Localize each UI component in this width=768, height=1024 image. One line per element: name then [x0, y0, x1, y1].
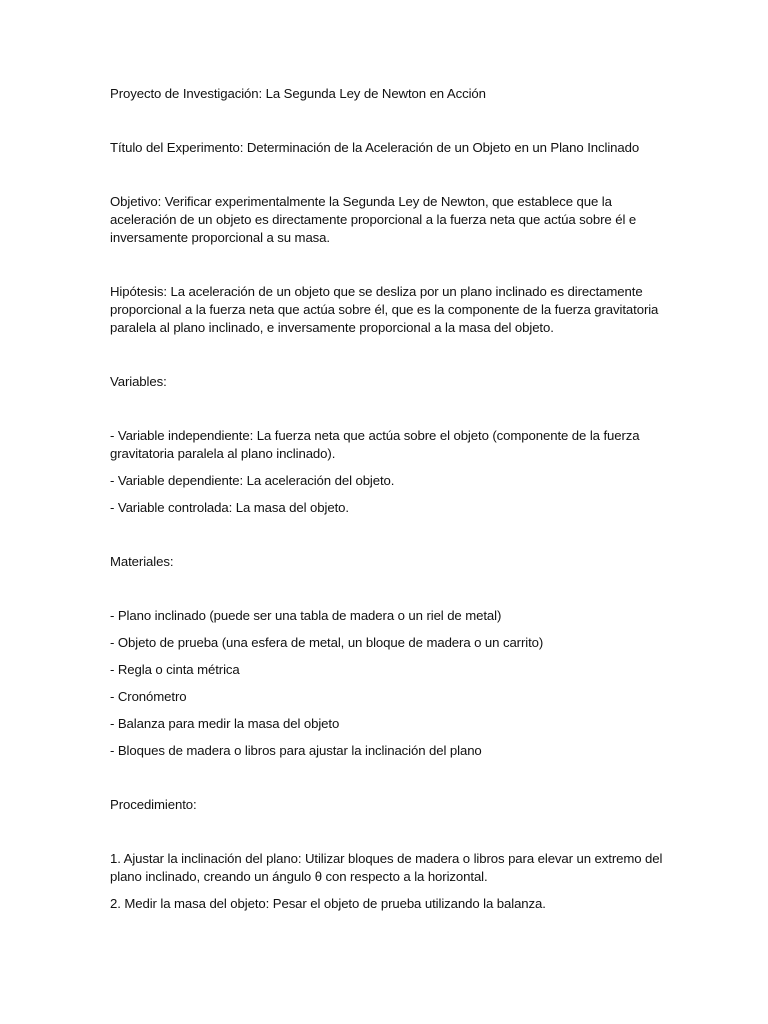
material-item: - Bloques de madera o libros para ajustar la inclinación del plano: [110, 743, 482, 758]
hypothesis-paragraph: Hipótesis: La aceleración de un objeto que se desliza por un plano inclinado es directamente proporcional a la fuerza neta que actúa sobre él, que es la componente de la fuerza gravitatoria paralela al plano inclinado, e inversamente proporcional a la masa del objeto.: [110, 284, 659, 335]
objective-paragraph: Objetivo: Verificar experimentalmente la Segunda Ley de Newton, que establece que la aceleración de un objeto es directamente proporcional a la fuerza neta que actúa sobre él e inversamente proporcional a su masa.: [110, 194, 637, 245]
procedure-step: 2. Medir la masa del objeto: Pesar el objeto de prueba utilizando la balanza.: [110, 896, 546, 911]
procedure-heading: Procedimiento:: [110, 797, 197, 812]
procedure-step: 1. Ajustar la inclinación del plano: Utilizar bloques de madera o libros para elevar un extremo del plano inclinado, creando un ángulo θ con respecto a la horizontal.: [110, 851, 663, 884]
material-item: - Plano inclinado (puede ser una tabla de madera o un riel de metal): [110, 608, 502, 623]
variable-item-dependent: - Variable dependiente: La aceleración del objeto.: [110, 473, 395, 488]
variables-heading: Variables:: [110, 374, 167, 389]
project-title: Proyecto de Investigación: La Segunda Ley de Newton en Acción: [110, 86, 486, 101]
document-body: [110, 85, 665, 913]
materials-heading: Materiales:: [110, 554, 174, 569]
material-item: - Balanza para medir la masa del objeto: [110, 716, 340, 731]
variable-item-independent: - Variable independiente: La fuerza neta que actúa sobre el objeto (componente de la fuerza gravitatoria paralela al plano inclinado).: [110, 428, 640, 461]
material-item: - Objeto de prueba (una esfera de metal, un bloque de madera o un carrito): [110, 635, 544, 650]
experiment-title: Título del Experimento: Determinación de la Aceleración de un Objeto en un Plano Inclinado: [110, 140, 640, 155]
material-item: - Cronómetro: [110, 689, 187, 704]
material-item: - Regla o cinta métrica: [110, 662, 240, 677]
variable-item-controlled: - Variable controlada: La masa del objeto.: [110, 500, 349, 515]
